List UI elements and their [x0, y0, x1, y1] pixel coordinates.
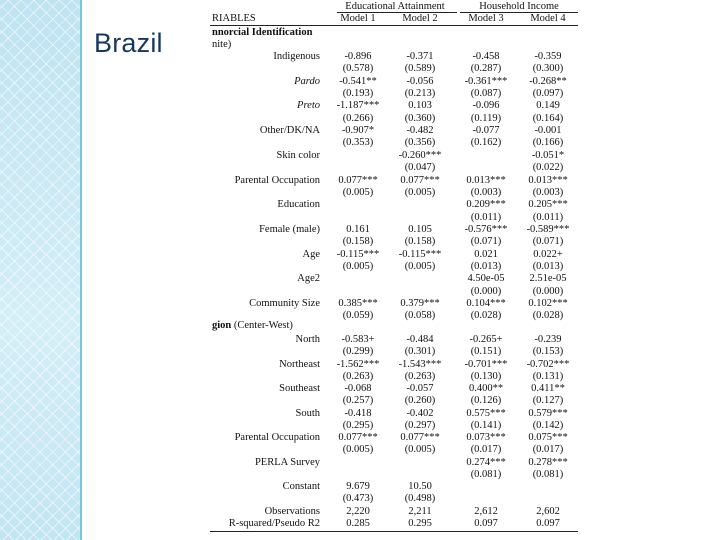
- group-header-income: Household Income: [479, 1, 559, 12]
- table-row: [210, 125, 578, 137]
- table-row: [210, 88, 578, 100]
- table-cell-model-4: (0.300): [532, 63, 564, 75]
- table-row: [210, 469, 578, 481]
- section-title-region: [212, 320, 293, 331]
- table-cell-model-2: -0.260***: [398, 149, 442, 161]
- table-cell-model-2: -0.056: [406, 75, 434, 87]
- row-label: Age: [302, 248, 320, 260]
- table-cell-model-3: -0.265+: [469, 334, 503, 345]
- table-cell-model-4: 0.102***: [528, 298, 568, 309]
- table-cell-model-1: -0.541**: [339, 75, 377, 87]
- table-row: [210, 506, 578, 518]
- table-row: [210, 286, 578, 298]
- column-header-row: [210, 13, 578, 25]
- table-cell-model-4: (0.028): [532, 310, 564, 322]
- table-row: [210, 444, 578, 456]
- table-cell-model-1: 0.161: [346, 223, 370, 235]
- table-cell-model-4: (0.153): [532, 346, 564, 358]
- table-cell-model-4: 0.013***: [528, 174, 568, 186]
- table-cell-model-4: 2.51e-05: [529, 273, 567, 285]
- table-cell-model-3: (0.119): [470, 112, 502, 124]
- table-cell-model-3: (0.000): [470, 285, 502, 297]
- table-row: [210, 162, 578, 174]
- table-cell-model-2: 10.50: [408, 481, 432, 492]
- table-cell-model-3: 0.104***: [466, 298, 506, 309]
- table-row: [210, 481, 578, 493]
- column-header-model-2: Model 2: [402, 13, 438, 24]
- table-cell-model-3: 0.575***: [466, 407, 506, 419]
- row-label: Parental Occupation: [234, 432, 320, 443]
- row-label: Indigenous: [273, 51, 320, 62]
- table-cell-model-4: 0.022+: [533, 248, 563, 260]
- table-cell-model-2: -0.115***: [398, 248, 442, 260]
- table-cell-model-3: 0.274***: [466, 456, 506, 468]
- row-label: Constant: [282, 481, 320, 492]
- table-cell-model-4: 0.149: [536, 100, 560, 112]
- table-cell-model-3: (0.013): [470, 260, 502, 272]
- table-cell-model-3: (0.071): [470, 236, 502, 248]
- table-cell-model-2: (0.005): [404, 186, 436, 198]
- table-cell-model-2: (0.589): [404, 63, 436, 75]
- table-cell-model-4: (0.011): [532, 211, 564, 223]
- row-label: Age2: [297, 273, 320, 285]
- table-row: [210, 493, 578, 505]
- table-cell-model-2: (0.297): [404, 419, 436, 431]
- table-cell-model-1: -1.562***: [336, 358, 380, 370]
- table-row: [210, 334, 578, 346]
- table-cell-model-4: 0.075***: [528, 432, 568, 443]
- table-cell-model-4: (0.003): [532, 186, 564, 198]
- table-cell-model-2: (0.498): [404, 493, 436, 505]
- table-row: [210, 63, 578, 75]
- column-header-model-1: Model 1: [340, 13, 376, 24]
- table-row: [210, 137, 578, 149]
- table-cell-model-4: (0.013): [532, 260, 564, 272]
- table-cell-model-3: -0.096: [472, 100, 500, 112]
- table-cell-model-1: -0.115***: [336, 248, 380, 260]
- table-cell-model-3: 0.097: [474, 517, 498, 529]
- row-label: Skin color: [276, 149, 320, 161]
- table-cell-model-3: -0.361***: [464, 75, 508, 87]
- table-row: [210, 150, 578, 162]
- table-cell-model-4: 0.411**: [531, 383, 565, 394]
- table-cell-model-3: (0.087): [470, 88, 502, 100]
- table-cell-model-2: 0.077***: [400, 432, 440, 443]
- table-cell-model-3: 4.50e-05: [467, 273, 505, 285]
- table-cell-model-4: -0.268**: [529, 75, 567, 87]
- table-row: [210, 249, 578, 261]
- column-header-variables: RIABLES: [212, 13, 256, 24]
- table-row: [210, 346, 578, 358]
- table-cell-model-1: -0.418: [344, 407, 372, 419]
- table-cell-model-4: (0.071): [532, 236, 564, 248]
- table-row: [210, 199, 578, 211]
- table-cell-model-1: (0.263): [342, 370, 374, 382]
- table-row: [210, 395, 578, 407]
- table-cell-model-3: (0.017): [470, 444, 502, 456]
- table-cell-model-3: (0.141): [470, 419, 502, 431]
- table-cell-model-4: (0.164): [532, 112, 564, 124]
- table-cell-model-2: (0.058): [404, 310, 436, 322]
- table-cell-model-4: 0.097: [536, 517, 560, 529]
- table-cell-model-1: 2,220: [346, 505, 370, 517]
- table-cell-model-4: -0.589***: [526, 223, 570, 235]
- table-row: [210, 273, 578, 285]
- row-label: Other/DK/NA: [259, 125, 320, 137]
- slide-title: Brazil: [94, 28, 163, 58]
- table-cell-model-2: (0.260): [404, 395, 436, 407]
- column-header-model-4: Model 4: [530, 13, 566, 24]
- table-row: [210, 175, 578, 187]
- table-cell-model-1: (0.295): [342, 419, 374, 431]
- table-cell-model-4: (0.142): [532, 419, 564, 431]
- table-cell-model-1: -0.068: [344, 383, 372, 394]
- table-cell-model-1: 0.385***: [338, 298, 378, 309]
- row-label: North: [295, 334, 320, 345]
- table-cell-model-3: -0.458: [472, 51, 500, 62]
- table-cell-model-4: (0.097): [532, 88, 564, 100]
- row-label: South: [295, 407, 320, 419]
- table-cell-model-4: 0.205***: [528, 199, 568, 211]
- row-label: Observations: [264, 505, 320, 517]
- table-cell-model-4: -0.001: [534, 125, 562, 137]
- table-cell-model-3: (0.011): [470, 211, 502, 223]
- row-label: R-squared/Pseudo R2: [228, 517, 320, 529]
- row-label: Pardo: [294, 75, 320, 87]
- table-cell-model-3: -0.701***: [464, 358, 508, 370]
- table-cell-model-1: (0.266): [342, 112, 374, 124]
- table-cell-model-1: -0.907*: [341, 125, 375, 137]
- table-cell-model-2: (0.360): [404, 112, 436, 124]
- table-row: [210, 420, 578, 432]
- regression-table: [210, 0, 585, 533]
- table-cell-model-1: -1.187***: [336, 100, 380, 112]
- decorative-sidebar: [0, 0, 80, 540]
- column-header-model-3: Model 3: [468, 13, 504, 24]
- table-cell-model-3: 0.209***: [466, 199, 506, 211]
- table-row: [210, 383, 578, 395]
- table-cell-model-3: -0.077: [472, 125, 500, 137]
- table-cell-model-1: (0.578): [342, 63, 374, 75]
- table-cell-model-2: 0.105: [408, 223, 432, 235]
- table-cell-model-4: (0.000): [532, 285, 564, 297]
- table-cell-model-2: (0.047): [404, 162, 436, 174]
- table-cell-model-3: (0.162): [470, 137, 502, 149]
- row-label: Community Size: [249, 298, 320, 309]
- table-cell-model-1: (0.059): [342, 310, 374, 322]
- table-cell-model-2: -0.057: [406, 383, 434, 394]
- table-cell-model-3: -0.576***: [464, 223, 508, 235]
- table-cell-model-3: (0.151): [470, 346, 502, 358]
- table-row: [210, 518, 578, 530]
- table-cell-model-1: (0.299): [342, 346, 374, 358]
- table-cell-model-2: 0.295: [408, 517, 432, 529]
- table-cell-model-1: -0.583+: [341, 334, 375, 345]
- table-cell-model-2: -0.484: [406, 334, 434, 345]
- table-cell-model-1: (0.005): [342, 186, 374, 198]
- table-cell-model-1: (0.158): [342, 236, 374, 248]
- table-cell-model-2: -0.482: [406, 125, 434, 137]
- section-reference-region: (Center-West): [233, 320, 293, 331]
- table-row: [210, 100, 578, 112]
- section-title-region-label: gion: [212, 320, 232, 331]
- table-cell-model-1: (0.005): [342, 260, 374, 272]
- table-cell-model-4: (0.017): [532, 444, 564, 456]
- table-row: [210, 236, 578, 248]
- table-cell-model-4: -0.359: [534, 51, 562, 62]
- table-row: [210, 224, 578, 236]
- table-cell-model-3: 2,612: [474, 505, 498, 517]
- table-row: [210, 113, 578, 125]
- table-cell-model-1: (0.005): [342, 444, 374, 456]
- table-cell-model-2: (0.005): [404, 260, 436, 272]
- table-cell-model-3: (0.126): [470, 395, 502, 407]
- table-cell-model-3: 0.073***: [466, 432, 506, 443]
- row-label: Female (male): [259, 223, 320, 235]
- table-row: [210, 359, 578, 371]
- sidebar-divider: [80, 0, 82, 540]
- row-label: Education: [277, 199, 320, 211]
- table-cell-model-4: -0.702***: [526, 358, 570, 370]
- table-row: [210, 51, 578, 63]
- table-cell-model-2: -1.543***: [398, 358, 442, 370]
- section-title-identification: nnorcial Identification: [212, 27, 313, 38]
- table-row: [210, 261, 578, 273]
- table-cell-model-2: -0.402: [406, 407, 434, 419]
- table-row: [210, 76, 578, 88]
- table-cell-model-4: (0.166): [532, 137, 564, 149]
- table-cell-model-4: (0.081): [532, 468, 564, 480]
- table-row: [210, 187, 578, 199]
- table-cell-model-2: 2,211: [408, 505, 432, 517]
- table-cell-model-3: 0.021: [474, 248, 498, 260]
- table-cell-model-4: 0.278***: [528, 456, 568, 468]
- table-row: [210, 457, 578, 469]
- table-cell-model-3: 0.013***: [466, 174, 506, 186]
- table-cell-model-1: (0.257): [342, 395, 374, 407]
- table-row: [210, 371, 578, 383]
- table-cell-model-2: (0.158): [404, 236, 436, 248]
- table-cell-model-4: (0.127): [532, 395, 564, 407]
- table-cell-model-1: (0.193): [342, 88, 374, 100]
- table-cell-model-3: (0.003): [470, 186, 502, 198]
- row-label: Preto: [297, 100, 320, 112]
- header-rule: [210, 25, 578, 26]
- table-cell-model-1: (0.353): [342, 137, 374, 149]
- table-cell-model-4: -0.239: [534, 334, 562, 345]
- table-cell-model-3: (0.081): [470, 468, 502, 480]
- table-cell-model-1: (0.473): [342, 493, 374, 505]
- group-header-education: Educational Attainment: [345, 1, 445, 12]
- bottom-rule: [210, 531, 578, 532]
- table-cell-model-2: (0.005): [404, 444, 436, 456]
- section-reference-identification: nite): [212, 39, 232, 50]
- table-cell-model-3: (0.287): [470, 63, 502, 75]
- table-cell-model-4: (0.022): [532, 162, 564, 174]
- table-cell-model-1: -0.896: [344, 51, 372, 62]
- table-cell-model-1: 0.077***: [338, 174, 378, 186]
- table-cell-model-2: -0.371: [406, 51, 434, 62]
- table-cell-model-2: 0.379***: [400, 298, 440, 309]
- table-cell-model-3: (0.130): [470, 370, 502, 382]
- table-cell-model-1: 0.077***: [338, 432, 378, 443]
- table-cell-model-2: (0.301): [404, 346, 436, 358]
- table-cell-model-2: (0.356): [404, 137, 436, 149]
- row-label: Northeast: [279, 358, 320, 370]
- table-cell-model-2: (0.263): [404, 370, 436, 382]
- table-row: [210, 408, 578, 420]
- row-label: Southeast: [279, 383, 320, 394]
- table-row: [210, 432, 578, 444]
- table-cell-model-4: (0.131): [532, 370, 564, 382]
- table-cell-model-4: -0.051*: [531, 149, 565, 161]
- table-row: [210, 298, 578, 310]
- table-cell-model-2: 0.077***: [400, 174, 440, 186]
- row-label: PERLA Survey: [254, 456, 320, 468]
- table-cell-model-3: 0.400**: [468, 383, 504, 394]
- table-cell-model-2: (0.213): [404, 88, 436, 100]
- table-cell-model-3: (0.028): [470, 310, 502, 322]
- table-cell-model-4: 0.579***: [528, 407, 568, 419]
- table-cell-model-1: 9.679: [346, 481, 370, 492]
- table-cell-model-2: 0.103: [408, 100, 432, 112]
- table-cell-model-1: 0.285: [346, 517, 370, 529]
- row-label: Parental Occupation: [234, 174, 320, 186]
- table-row: [210, 212, 578, 224]
- table-cell-model-4: 2,602: [536, 505, 560, 517]
